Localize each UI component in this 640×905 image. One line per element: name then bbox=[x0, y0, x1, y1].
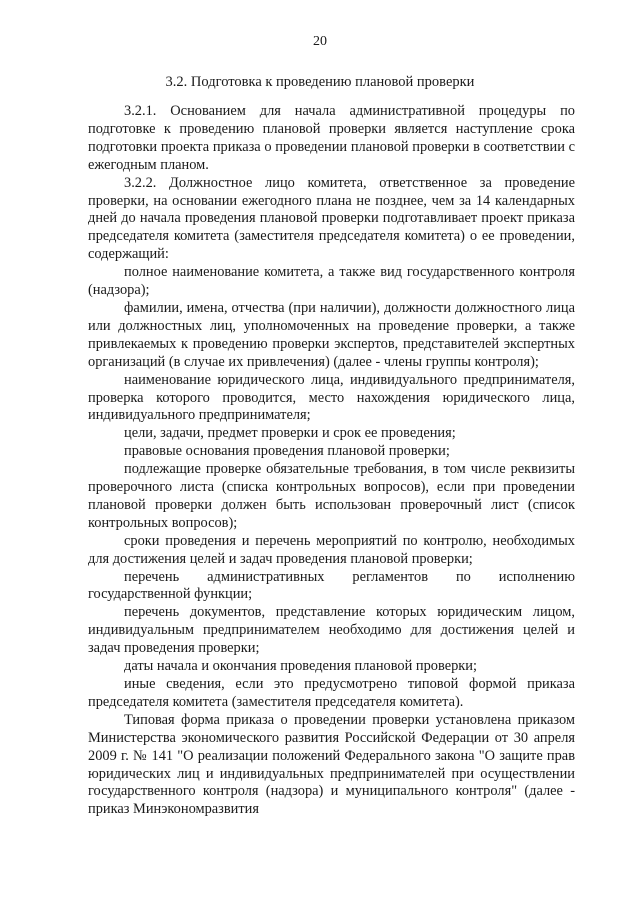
list-item-documents: перечень документов, представление которых юридическим лицом, индивидуальным предпринимателем необходимо для достижения целей и задач проведения проверки; bbox=[88, 604, 575, 657]
paragraph-3-2-1: 3.2.1. Основанием для начала административной процедуры по подготовке к проведению плановой проверки является наступление срока подготовки проекта приказа о проведении плановой проверки в соответствии с ежегодным планом. bbox=[88, 103, 575, 173]
list-item-requirements: подлежащие проверке обязательные требования, в том числе реквизиты проверочного листа (списка контрольных вопросов), если при проведении плановой проверки должен быть использован проверочный лист (список контрольных вопросов); bbox=[88, 461, 575, 531]
list-item-officials: фамилии, имена, отчества (при наличии), должности должностного лица или должностных лиц, уполномоченных на проведение проверки, а также привлекаемых к проведению проверки экспертов, представителей экспертных организаций (в случае их привлечения) (далее - члены группы контроля); bbox=[88, 299, 575, 370]
list-item-legal-grounds: правовые основания проведения плановой проверки; bbox=[124, 443, 450, 460]
list-item-dates: даты начала и окончания проведения плановой проверки; bbox=[124, 658, 477, 675]
list-item-regulations: перечень административных регламентов по исполнению государственной функции; bbox=[88, 568, 575, 603]
list-item-other-info: иные сведения, если это предусмотрено типовой формой приказа председателя комитета (заместителя председателя комитета). bbox=[88, 676, 575, 710]
page-number: 20 bbox=[313, 34, 327, 49]
list-item-goals: цели, задачи, предмет проверки и срок ее проведения; bbox=[124, 425, 456, 442]
list-item-committee-name: полное наименование комитета, а также вид государственного контроля (надзора); bbox=[88, 264, 575, 299]
list-item-terms: сроки проведения и перечень мероприятий по контролю, необходимых для достижения целей и задач проведения плановой проверки; bbox=[88, 532, 575, 567]
paragraph-standard-form: Типовая форма приказа о проведении проверки установлена приказом Министерства экономического развития Российской Федерации от 30 апреля 2009 г. № 141 "О реализации положений Федерального закона "О защите прав юридических лиц и индивидуальных предпринимателей при осуществлении государственного контроля (надзора) и муниципального контроля" (далее - приказ Минэкономразвития bbox=[88, 711, 575, 818]
document-body bbox=[88, 103, 575, 819]
paragraph-3-2-2: 3.2.2. Должностное лицо комитета, ответственное за проведение проверки, на основании ежегодного плана не позднее, чем за 14 календарных дней до начала проведения плановой проверки подготавливает проект приказа председателя комитета (заместителя председателя комитета) о ее проведении, содержащий: bbox=[88, 174, 575, 263]
list-item-legal-entity: наименование юридического лица, индивидуального предпринимателя, проверка которого проводится, место нахождения юридического лица, индивидуального предпринимателя; bbox=[88, 371, 575, 424]
section-heading: 3.2. Подготовка к проведению плановой проверки bbox=[165, 74, 475, 90]
